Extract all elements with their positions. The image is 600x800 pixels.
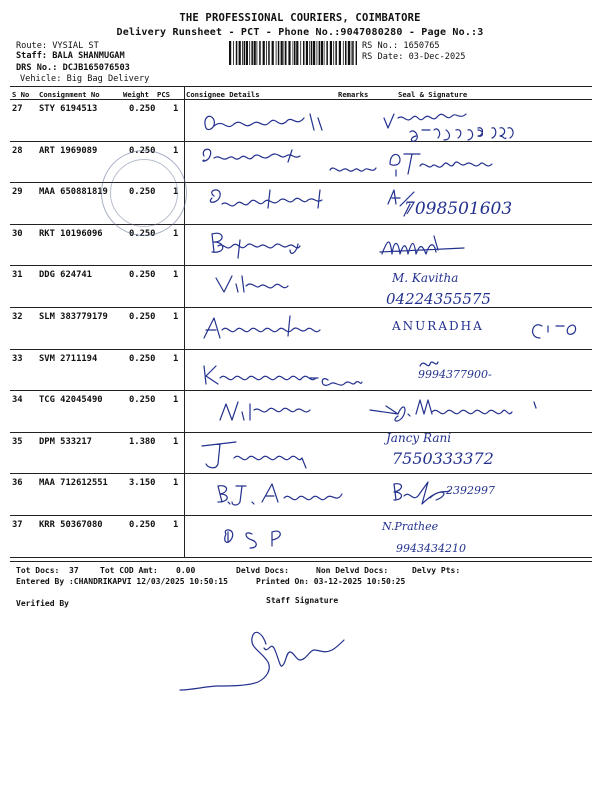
staff-signature-label: Staff Signature	[266, 596, 339, 605]
row-weight: 0.250	[129, 270, 156, 280]
col-pcs: PCS	[157, 90, 170, 99]
handwriting-seal-31a: M. Kavitha	[392, 271, 459, 285]
row-consignment: SVM 2711194	[39, 354, 98, 364]
handwriting-seal-28	[390, 154, 492, 176]
rs-number: RS No.: 1650765	[362, 41, 440, 51]
row-sno: 27	[12, 104, 23, 114]
handwriting-seal-27	[384, 114, 513, 141]
row-consignment: SLM 383779179	[39, 312, 108, 322]
staff-signature-mark	[180, 632, 344, 690]
non-delvd-docs-label: Non Delvd Docs:	[316, 566, 389, 575]
row-pcs: 1	[173, 229, 179, 239]
tot-docs-label: Tot Docs:	[16, 566, 60, 575]
row-consignment: DPM 533217	[39, 437, 92, 447]
handwriting-seal-31b: 04224355575	[386, 290, 491, 308]
handwriting-seal-37b: 9943434210	[396, 542, 466, 555]
handwriting-consignee-28	[203, 149, 376, 171]
handwriting-consignee-32	[204, 316, 320, 338]
col-seal: Seal & Signature	[398, 90, 468, 99]
table-bottom-rule	[10, 561, 592, 562]
row-sno: 36	[12, 478, 23, 488]
row-consignment: KRR 50367080	[39, 520, 103, 530]
row-weight: 1.380	[129, 437, 156, 447]
handwriting-seal-30	[380, 236, 464, 254]
handwriting-seal-36-num: 2392997	[446, 484, 495, 497]
drs-number: DRS No.: DCJB165076503	[16, 63, 130, 73]
row-consignment: MAA 650881819	[39, 187, 108, 197]
col-consignment: Consignment No	[39, 90, 100, 99]
col-weight: Weight	[123, 90, 149, 99]
row-pcs: 1	[173, 187, 179, 197]
runsheet-subtitle: Delivery Runsheet - PCT - Phone No.:9047080280 - Page No.:3	[116, 27, 484, 38]
row-sno: 37	[12, 520, 23, 530]
row-pcs: 1	[173, 312, 179, 322]
handwriting-seal-32-mark	[533, 325, 576, 338]
row-weight: 0.250	[129, 312, 156, 322]
row-consignment: ART 1969089	[39, 146, 98, 156]
row-weight: 0.250	[129, 104, 156, 114]
row-pcs: 1	[173, 478, 179, 488]
row-consignment: RKT 10196096	[39, 229, 103, 239]
handwriting-consignee-35	[202, 442, 306, 468]
handwriting-phone-29: 7098501603	[404, 199, 513, 219]
handwriting-consignee-30	[212, 233, 300, 258]
row-sno: 35	[12, 437, 23, 447]
handwriting-consignee-36	[218, 484, 342, 505]
entered-by: Entered By :CHANDRIKAPVI 12/03/2025 10:50:15	[16, 577, 228, 586]
vehicle-label: Vehicle: Big Bag Delivery	[20, 74, 150, 84]
row-weight: 0.250	[129, 520, 156, 530]
handwriting-seal-35a: Jancy Rani	[386, 431, 452, 445]
tot-docs-value: 37	[69, 566, 79, 575]
row-sno: 33	[12, 354, 23, 364]
handwriting-consignee-34	[220, 402, 310, 420]
handwriting-seal-34	[370, 400, 536, 421]
delvy-pts-label: Delvy Pts:	[412, 566, 461, 575]
handwriting-seal-32: ANURADHA	[392, 319, 484, 333]
verified-by-label: Verified By	[16, 599, 69, 608]
row-consignment: MAA 712612551	[39, 478, 108, 488]
staff-label: Staff: BALA SHANMUGAM	[16, 51, 125, 61]
row-pcs: 1	[173, 395, 179, 405]
handwriting-seal-33-mark	[420, 362, 438, 366]
row-pcs: 1	[173, 437, 179, 447]
handwriting-consignee-37	[225, 530, 281, 548]
row-sno: 29	[12, 187, 23, 197]
row-sno: 28	[12, 146, 23, 156]
handwriting-seal-36	[394, 482, 450, 504]
rs-date: RS Date: 03-Dec-2025	[362, 52, 466, 62]
row-pcs: 1	[173, 270, 179, 280]
handwriting-seal-33: 9994377900-	[418, 368, 492, 381]
row-weight: 0.250	[129, 395, 156, 405]
row-weight: 0.250	[129, 229, 156, 239]
row-sno: 31	[12, 270, 23, 280]
row-weight: 0.250	[129, 146, 156, 156]
row-pcs: 1	[173, 520, 179, 530]
row-consignment: STY 6194513	[39, 104, 98, 114]
col-remarks: Remarks	[338, 90, 369, 99]
row-consignment: DDG 624741	[39, 270, 92, 280]
tot-cod-value: 0.00	[176, 566, 196, 575]
handwriting-consignee-27	[205, 114, 322, 130]
col-consignee: Consignee Details	[186, 90, 260, 99]
handwriting-seal-35b: 7550333372	[392, 449, 494, 468]
row-pcs: 1	[173, 104, 179, 114]
col-sno: S No	[12, 90, 30, 99]
handwriting-consignee-29	[210, 190, 322, 208]
row-sno: 32	[12, 312, 23, 322]
row-sno: 34	[12, 395, 23, 405]
row-weight: 0.250	[129, 187, 156, 197]
company-title: THE PROFESSIONAL COURIERS, COIMBATORE	[179, 12, 421, 24]
row-pcs: 1	[173, 146, 179, 156]
route-label: Route: VYSIAL ST	[16, 41, 99, 51]
row-consignment: TCG 42045490	[39, 395, 103, 405]
delvd-docs-label: Delvd Docs:	[236, 566, 289, 575]
row-sno: 30	[12, 229, 23, 239]
handwriting-seal-37a: N.Prathee	[382, 520, 439, 533]
handwriting-consignee-33	[204, 366, 362, 385]
row-pcs: 1	[173, 354, 179, 364]
printed-on: Printed On: 03-12-2025 10:50:25	[256, 577, 406, 586]
handwriting-consignee-31	[216, 276, 288, 292]
row-weight: 3.150	[129, 478, 156, 488]
tot-cod-label: Tot COD Amt:	[100, 566, 158, 575]
row-weight: 0.250	[129, 354, 156, 364]
